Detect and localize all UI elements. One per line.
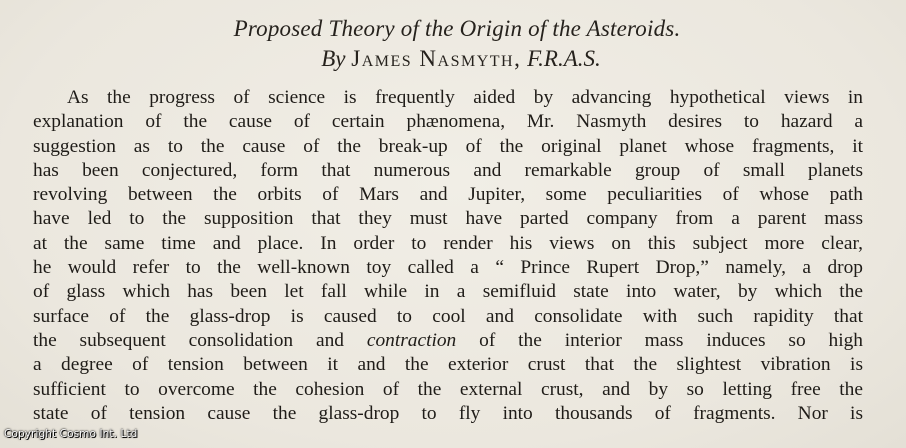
body-line — [33, 329, 863, 353]
body-line: explanation of the cause of certain phænomena, Mr. Nasmyth desires to hazard a — [33, 111, 863, 133]
body-line: revolving between the orbits of Mars and Jupiter, some peculiarities of whose path — [33, 184, 863, 206]
body-line: a degree of tension between it and the exterior crust that the slightest vibration is — [33, 354, 863, 376]
line-text: the subsequent consolidation and — [33, 329, 367, 351]
article-title: Proposed Theory of the Origin of the Asteroids. — [233, 16, 681, 41]
body-line: suggestion as to the cause of the break-up of the original planet whose fragments, it — [33, 135, 863, 157]
body-line: sufficient to overcome the cohesion of the external crust, and by so letting free the — [33, 378, 863, 400]
body-line: he would refer to the well-known toy called a “ Prince Rupert Drop,” namely, a drop — [33, 257, 863, 279]
body-line: have led to the supposition that they must have parted company from a parent mass — [33, 208, 863, 230]
body-line: As the progress of science is frequently aided by advancing hypothetical views in — [67, 87, 863, 108]
body-line: at the same time and place. In order to render his views on this subject more clear, — [33, 232, 863, 254]
article-heading — [0, 14, 906, 74]
line-text: of the interior mass induces so high — [456, 329, 864, 351]
article-body — [33, 86, 864, 426]
body-line: state of tension cause the glass-drop to fly into thousands of fragments. Nor is — [33, 402, 863, 424]
byline-by: By — [321, 46, 346, 71]
body-line: has been conjectured, form that numerous and remarkable group of small planets — [33, 159, 863, 181]
body-line: surface of the glass-drop is caused to cool and consolidate with such rapidity that — [33, 305, 863, 327]
byline-credentials: F.R.A.S. — [527, 46, 601, 71]
article-byline — [0, 44, 906, 74]
copyright-watermark: Copyright Cosmo Int. Ltd — [4, 428, 138, 440]
body-line: of glass which has been let fall while in a semifluid state into water, by which the — [33, 281, 863, 303]
byline-author: James Nasmyth, — [351, 46, 522, 71]
emphasis-contraction: contraction — [366, 329, 457, 351]
